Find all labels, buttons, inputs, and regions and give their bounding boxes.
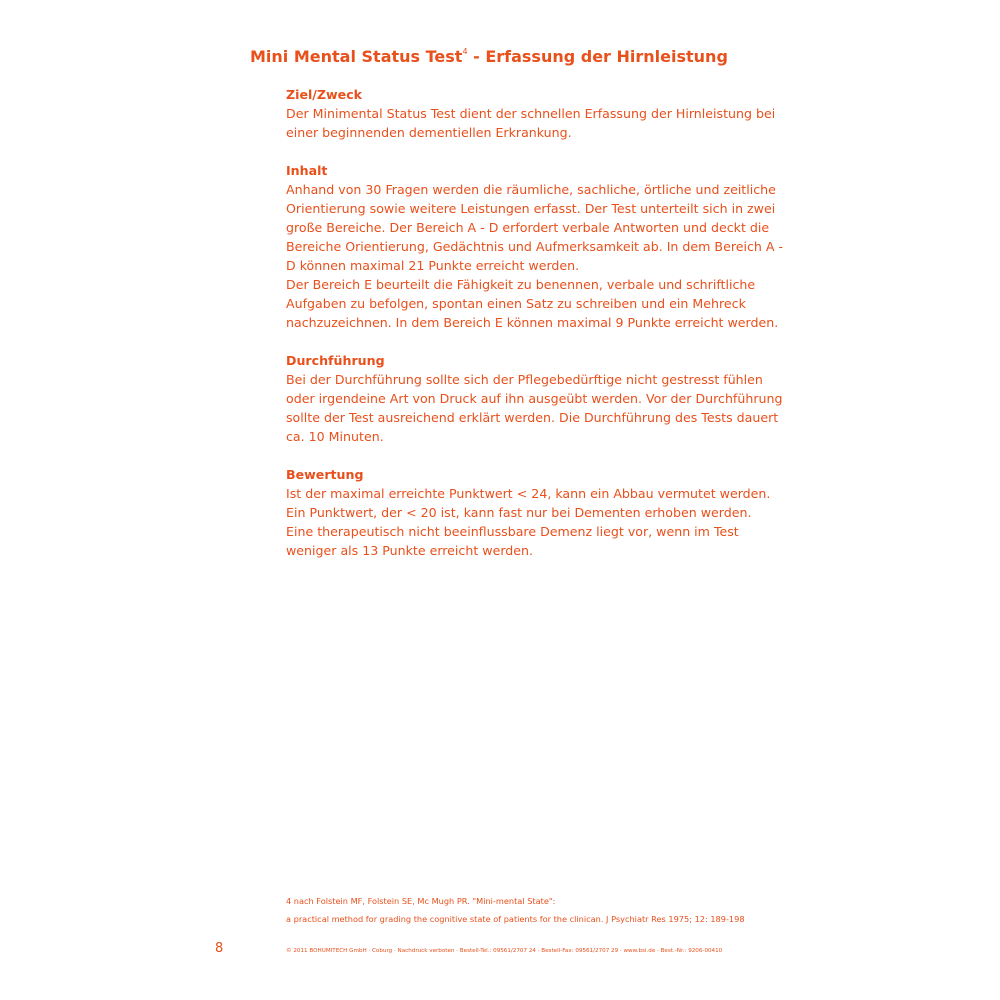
page-title-subtitle: - Erfassung der Hirnleistung — [467, 47, 728, 66]
copyright-line: © 2011 BOHUMITECH GmbH · Coburg · Nachdruck verboten · Bestell-Tel.: 09561/2707 24 · Bestell-Fax: 09561/2707 29 · www.bsi.de · Best.-Nr.: 9206-00410 — [286, 948, 723, 954]
section-paragraph: Der Bereich E beurteilt die Fähigkeit zu benennen, verbale und schriftliche Aufgaben zu befolgen, spontan einen Satz zu schreiben und ein Mehreck nachzuzeichnen. In dem Bereich E können maximal 9 Punkte erreicht werden. — [286, 277, 779, 330]
document-body — [286, 85, 786, 579]
footnote-line: 4 nach Folstein MF, Folstein SE, Mc Mugh PR. "Mini-mental State": — [286, 896, 556, 906]
section-paragraph: Der Minimental Status Test dient der schnellen Erfassung der Hirnleistung bei einer beginnenden dementiellen Erkrankung. — [286, 106, 776, 140]
section-bewertung — [286, 465, 786, 560]
section-ziel-zweck — [286, 85, 786, 142]
section-heading: Durchführung — [286, 353, 385, 368]
section-paragraph: Eine therapeutisch nicht beeinflussbare Demenz liegt vor, wenn im Test weniger als 13 Punkte erreicht werden. — [286, 524, 739, 558]
section-paragraph: Ist der maximal erreichte Punktwert < 24, kann ein Abbau vermutet werden. Ein Punktwert, der < 20 ist, kann fast nur bei Dementen erhoben werden. — [286, 486, 771, 520]
page-number: 8 — [215, 941, 224, 956]
footnote — [286, 892, 806, 928]
footnote-reference: 4 — [462, 47, 468, 56]
section-paragraph: Anhand von 30 Fragen werden die räumliche, sachliche, örtliche und zeitliche Orientierung sowie weitere Leistungen erfasst. Der Test unterteilt sich in zwei große Bereiche. Der Bereich A - D erfordert verbale Antworten und deckt die Bereiche Orientierung, Gedächtnis und Aufmerksamkeit ab. In dem Bereich A - D können maximal 21 Punkte erreicht werden. — [286, 182, 784, 273]
footnote-line: a practical method for grading the cognitive state of patients for the clinican. J Psychiatr Res 1975; 12: 189-198 — [286, 914, 745, 924]
page-title — [250, 40, 850, 69]
section-durchfuehrung — [286, 351, 786, 446]
section-inhalt — [286, 161, 786, 332]
section-paragraph: Bei der Durchführung sollte sich der Pflegebedürftige nicht gestresst fühlen oder irgendeine Art von Druck auf ihn ausgeübt werden. Vor der Durchführung sollte der Test ausreichend erklärt werden. Die Durchführung des Tests dauert ca. 10 Minuten. — [286, 372, 783, 444]
section-heading: Bewertung — [286, 467, 364, 482]
section-heading: Ziel/Zweck — [286, 87, 363, 102]
page-title-main: Mini Mental Status Test — [250, 47, 463, 66]
section-heading: Inhalt — [286, 163, 328, 178]
